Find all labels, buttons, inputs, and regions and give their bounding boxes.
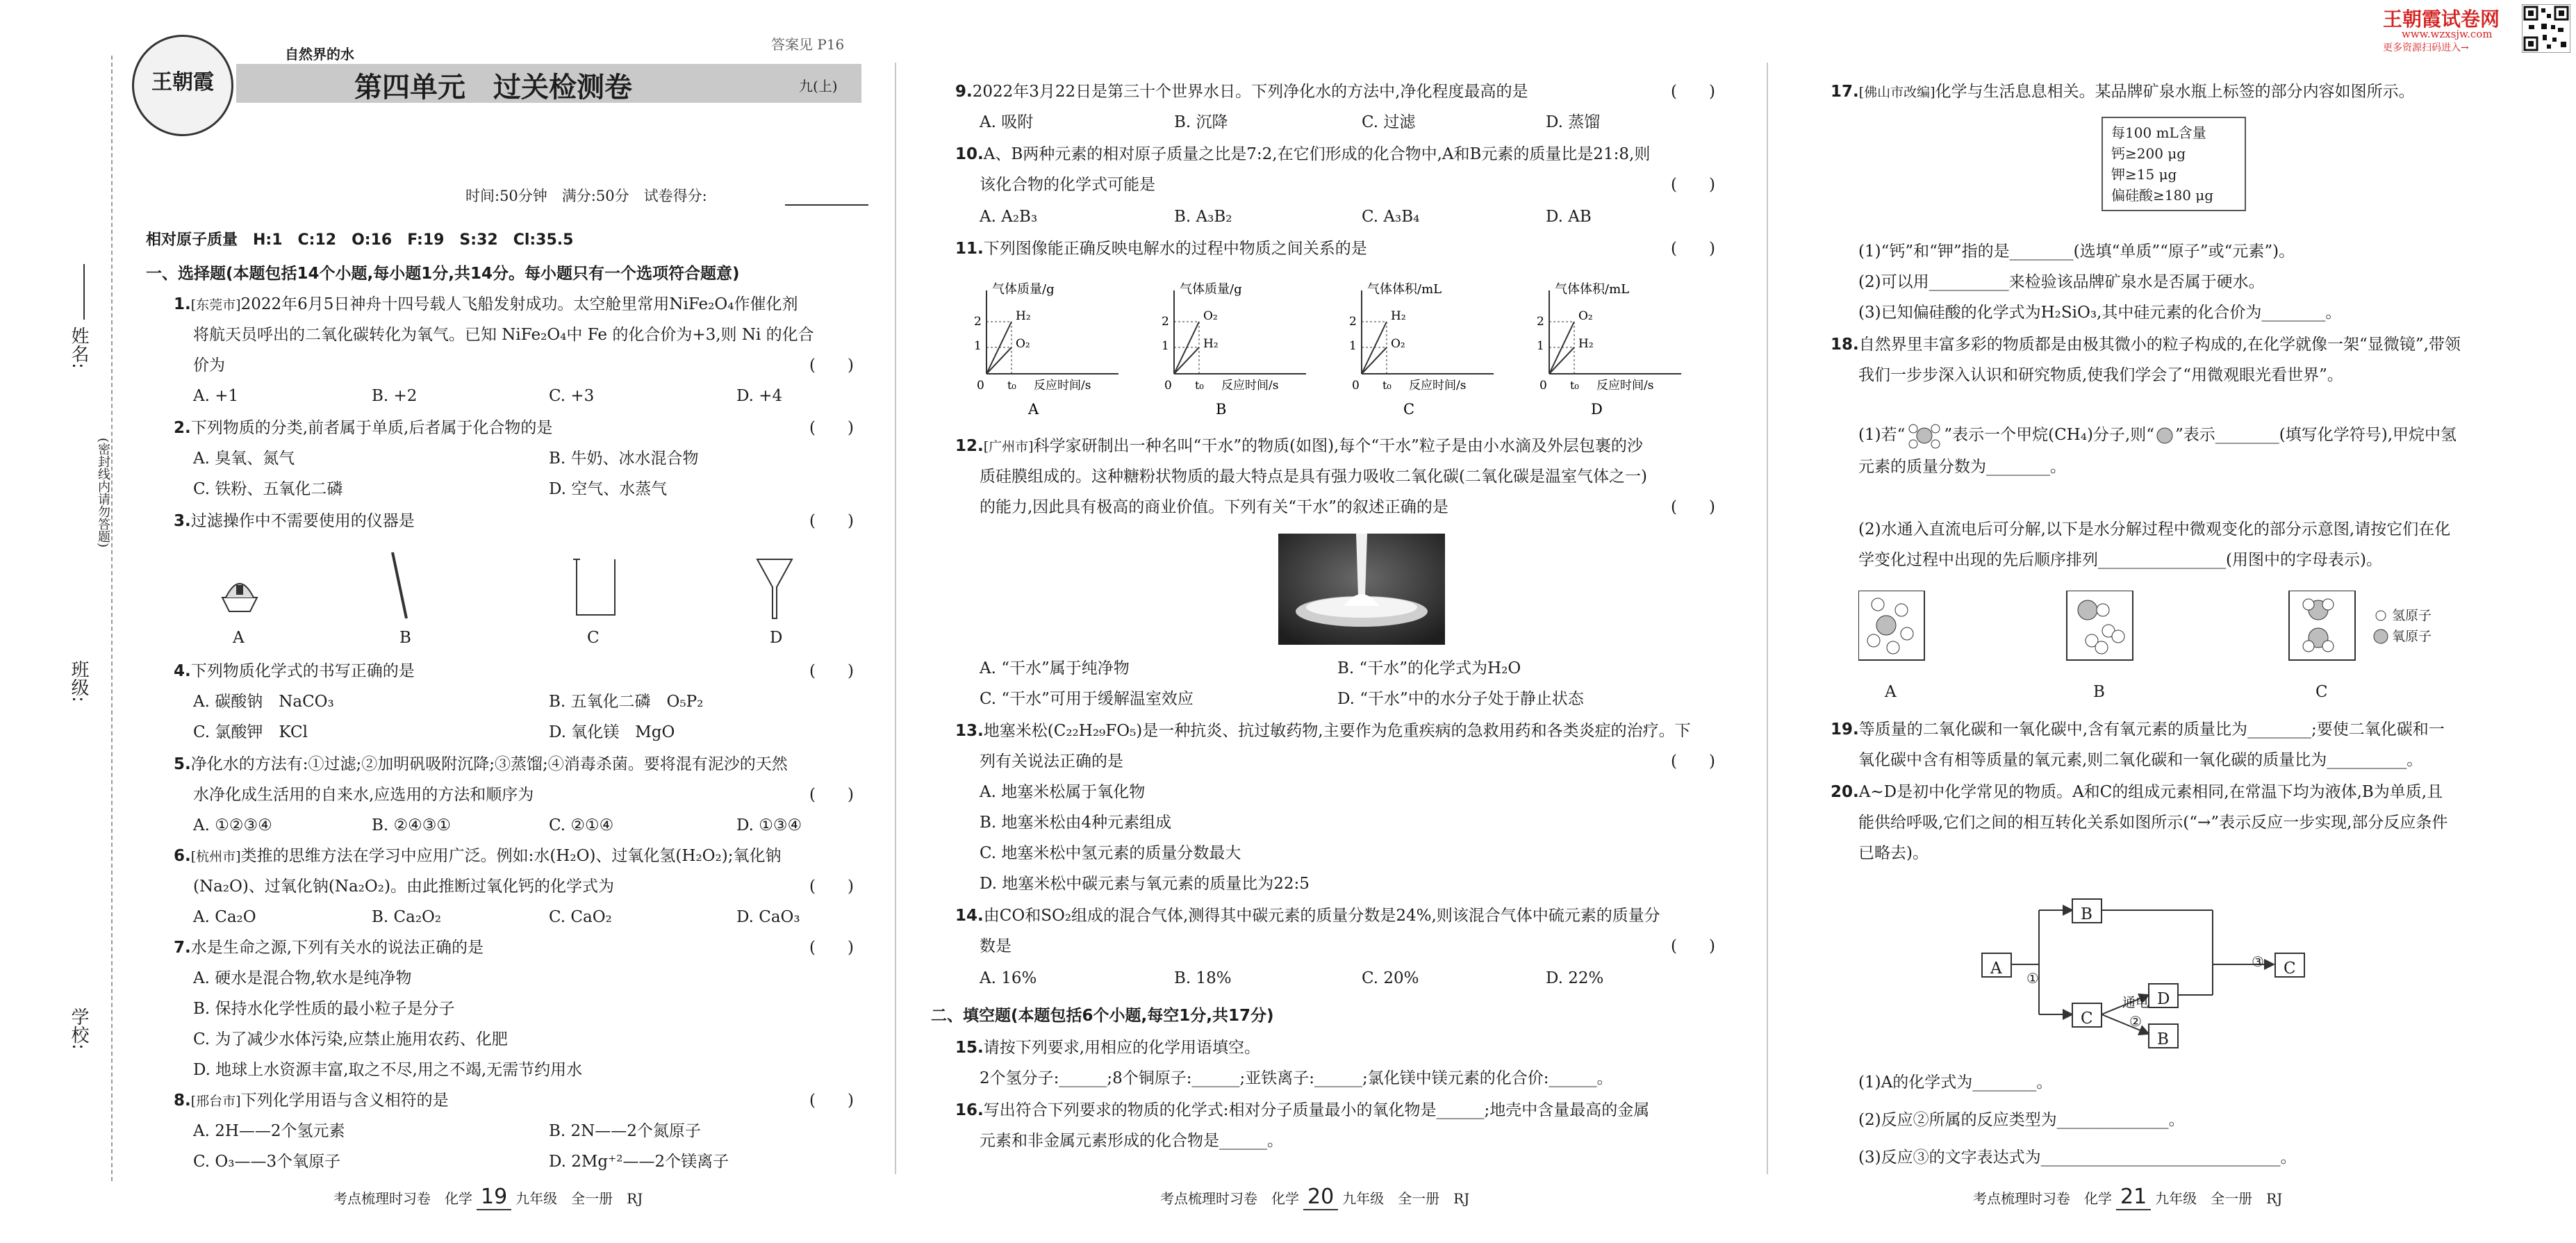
q11-text: 11.下列图像能正确反映电解水的过程中物质之间关系的是	[955, 240, 1367, 258]
t0-label: t₀	[1195, 379, 1204, 392]
q6-option-c: C. CaO₂	[549, 908, 612, 926]
q10-option-a: A. A₂B₃	[980, 208, 1038, 226]
q2-answer-paren: ( )	[809, 419, 854, 437]
box-label-a: A	[1885, 683, 1897, 701]
q14-option-d: D. 22%	[1546, 969, 1604, 987]
q7-text: 7.水是生命之源,下列有关水的说法正确的是	[174, 939, 484, 957]
q3-option-d: D	[770, 629, 783, 647]
tick-label: 2	[1162, 315, 1169, 329]
school-label: 学校:	[68, 1007, 89, 1050]
q3-option-c: C	[587, 629, 600, 647]
q11-graphs	[973, 270, 1730, 429]
q2-text: 2.下列物质的分类,前者属于单质,后者属于化合物的是	[174, 419, 553, 437]
upper-line-label: H₂	[1016, 309, 1031, 323]
brand-scan-hint: 更多资源扫码进入→	[2383, 42, 2469, 53]
q8-option-d: D. 2Mg⁺²——2个镁离子	[549, 1153, 729, 1171]
upper-line-label: O₂	[1203, 309, 1218, 323]
upper-line-label: H₂	[1391, 309, 1406, 323]
q20-line3: 已略去)。	[1858, 844, 1929, 862]
q5-answer-paren: ( )	[809, 786, 854, 804]
page-footer: 考点梳理时习卷 化学 19 九年级 全一册 RJ	[333, 1185, 643, 1209]
legend-oxygen: 氧原子	[2392, 629, 2432, 644]
y-axis-label: 气体质量/g	[1180, 282, 1242, 297]
q1-option-d: D. +4	[736, 387, 783, 405]
q7-option-b: B. 保持水化学性质的最小粒子是分子	[193, 1000, 455, 1018]
q20-sub3: (3)反应③的文字表达式为______________________________。	[1858, 1149, 2297, 1167]
origin-label: 0	[1164, 379, 1172, 393]
tick-label: 2	[1537, 315, 1544, 329]
q17-text: 17.[佛山市改编]化学与生活息息相关。某品牌矿泉水瓶上标签的部分内容如图所示。	[1831, 83, 2415, 101]
score-blank	[785, 204, 868, 206]
tick-label: 2	[1349, 315, 1357, 329]
q2-option-c: C. 铁粉、五氧化二磷	[193, 480, 343, 498]
brand-logo-text: 王朝霞	[151, 70, 214, 94]
dry-water-photo	[1278, 534, 1445, 645]
q15-text: 15.请按下列要求,用相应的化学用语填空。	[955, 1039, 1261, 1057]
oxygen-atom-legend-icon	[2374, 629, 2388, 643]
exam-info: 时间:50分钟 满分:50分 试卷得分:	[465, 188, 707, 204]
label-line: 钙≥200 μg	[2111, 145, 2186, 162]
name-label: 姓名:	[68, 327, 89, 369]
q20-line2: 能供给呼吸,它们之间的相互转化关系如图所示(“→”表示反应一步实现,部分反应条件	[1858, 814, 2448, 832]
graph-option-label: B	[1216, 401, 1227, 418]
box-label-b: B	[2093, 683, 2105, 701]
t0-label: t₀	[1007, 379, 1016, 392]
q17-sub1: (1)“钙”和“钾”指的是________(选填“单质”“原子”或“元素”)。	[1858, 242, 2295, 261]
q4-option-b: B. 五氧化二磷 O₅P₂	[549, 693, 704, 711]
origin-label: 0	[1352, 379, 1360, 393]
atomic-mass: 相对原子质量 H:1 C:12 O:16 F:19 S:32 Cl:35.5	[146, 231, 574, 249]
q13-answer-paren: ( )	[1671, 752, 1715, 771]
x-axis-label: 反应时间/s	[1221, 379, 1279, 393]
seal-line	[111, 56, 113, 1181]
q13-option-c: C. 地塞米松中氢元素的质量分数最大	[980, 844, 1241, 862]
q2-option-a: A. 臭氧、氮气	[193, 450, 295, 468]
reaction-1-label: ①	[2026, 970, 2039, 987]
iron-stand-ring-icon	[222, 584, 257, 611]
page-footer: 考点梳理时习卷 化学 20 九年级 全一册 RJ	[1160, 1185, 1470, 1209]
node-c2: C	[2284, 960, 2296, 978]
lower-line-label: O₂	[1016, 337, 1030, 351]
q3-text: 3.过滤操作中不需要使用的仪器是	[174, 512, 415, 530]
methane-molecule-icon	[1905, 422, 1944, 450]
q3-answer-paren: ( )	[809, 512, 854, 530]
hydrogen-atom-legend-icon	[2376, 611, 2386, 620]
node-b2: B	[2157, 1030, 2169, 1048]
label-line: 偏硅酸≥180 μg	[2111, 187, 2214, 204]
q6-answer-paren: ( )	[809, 878, 854, 896]
x-axis-label: 反应时间/s	[1596, 379, 1654, 393]
x-axis-label: 反应时间/s	[1034, 379, 1091, 393]
q3-apparatus-figure	[208, 549, 834, 625]
q18-sub1-cont: 元素的质量分数为________。	[1858, 458, 2066, 476]
q13-option-b: B. 地塞米松由4种元素组成	[980, 814, 1172, 832]
page-number: 19	[477, 1185, 511, 1210]
q4-option-a: A. 碳酸钠 NaCO₃	[193, 693, 334, 711]
t0-label: t₀	[1570, 379, 1579, 392]
q14-option-a: A. 16%	[980, 969, 1037, 987]
q9-option-a: A. 吸附	[980, 113, 1034, 131]
graph-option-label: D	[1591, 401, 1603, 418]
section2-title: 二、填空题(本题包括6个小题,每空1分,共17分)	[931, 1007, 1274, 1025]
q7-answer-paren: ( )	[809, 939, 854, 957]
q7-option-c: C. 为了减少水体污染,应禁止施用农药、化肥	[193, 1030, 508, 1048]
q14-option-c: C. 20%	[1362, 969, 1419, 987]
q18-line2: 我们一步步深入认识和研究物质,使我们学会了“用微观眼光看世界”。	[1858, 366, 2343, 384]
q10-option-d: D. AB	[1546, 208, 1592, 226]
q12-line2: 质硅膜组成的。这种糖粉状物质的最大特点是具有强力吸收二氧化碳(二氧化碳是温室气体之一)	[980, 468, 1647, 486]
q10-option-c: C. A₃B₄	[1362, 208, 1420, 226]
q8-option-a: A. 2H——2个氢元素	[193, 1122, 345, 1140]
q20-sub2: (2)反应②所属的反应类型为______________。	[1858, 1111, 2185, 1129]
q12-option-b: B. “干水”的化学式为H₂O	[1337, 659, 1521, 677]
section1-title: 一、选择题(本题包括14个小题,每小题1分,共14分。每小题只有一个选项符合题意)	[146, 265, 740, 283]
q18-sub2-cont: 学变化过程中出现的先后顺序排列________________(用图中的字母表示)。	[1858, 551, 2382, 569]
node-c: C	[2081, 1010, 2093, 1028]
q1-answer-paren: ( )	[809, 356, 854, 374]
q1-option-c: C. +3	[549, 387, 595, 405]
q13-option-d: D. 地塞米松中碳元素与氧元素的质量比为22:5	[980, 875, 1310, 893]
q12-line3: 的能力,因此具有极高的商业价值。下列有关“干水”的叙述正确的是	[980, 498, 1448, 516]
tick-label: 1	[1349, 339, 1357, 353]
y-axis-label: 气体体积/mL	[1555, 282, 1630, 297]
brand-site: www.wzxsjw.com	[2402, 28, 2493, 40]
q11-answer-paren: ( )	[1671, 240, 1715, 258]
q8-answer-paren: ( )	[809, 1092, 854, 1110]
funnel-icon	[757, 559, 792, 618]
y-axis-label: 气体质量/g	[992, 282, 1055, 297]
q7-option-d: D. 地球上水资源丰富,取之不尽,用之不竭,无需节约用水	[193, 1061, 583, 1079]
q2-option-d: D. 空气、水蒸气	[549, 480, 668, 498]
class-label: 班级:	[68, 660, 89, 702]
q1-line2: 将航天员呼出的二氧化碳转化为氧气。已知 NiFe₂O₄中 Fe 的化合价为+3,则 Ni 的化合	[193, 326, 814, 344]
q1-line1: 1.[东莞市]2022年6月5日神舟十四号载人飞船发射成功。太空舱里常用NiFe₂O₄作催化剂	[174, 295, 798, 313]
tick-label: 1	[974, 339, 982, 353]
q14-answer-paren: ( )	[1671, 937, 1715, 955]
tick-label: 2	[974, 315, 982, 329]
q16-line2: 元素和非金属元素形成的化合物是______。	[980, 1132, 1283, 1150]
lower-line	[1549, 347, 1574, 374]
lower-line-label: O₂	[1391, 337, 1405, 351]
q6-option-d: D. CaO₃	[736, 908, 800, 926]
q14-line1: 14.由CO和SO₂组成的混合气体,测得其中碳元素的质量分数是24%,则该混合气体中硫元素的质量分	[955, 907, 1660, 925]
q9-option-c: C. 过滤	[1362, 113, 1416, 131]
q12-option-d: D. “干水”中的水分子处于静止状态	[1337, 690, 1584, 708]
q16-line1: 16.写出符合下列要求的物质的化学式:相对分子质量最小的氧化物是______;地壳中含量最高的金属	[955, 1101, 1650, 1119]
q6-option-b: B. Ca₂O₂	[372, 908, 442, 926]
upper-line-label: O₂	[1578, 309, 1593, 323]
box-label-c: C	[2315, 683, 2328, 701]
q12-option-a: A. “干水”属于纯净物	[980, 659, 1130, 677]
q10-option-b: B. A₃B₂	[1174, 208, 1232, 226]
q17-sub2: (2)可以用__________来检验该品牌矿泉水是否属于硬水。	[1858, 273, 2265, 291]
page-21	[1768, 0, 2576, 1243]
graph-option-label: C	[1403, 401, 1415, 418]
page-20	[896, 0, 1768, 1243]
q9-option-d: D. 蒸馏	[1546, 113, 1601, 131]
q8-text: 8.[邢台市]下列化学用语与含义相符的是	[174, 1092, 449, 1110]
lower-line-label: H₂	[1203, 337, 1219, 351]
q20-sub1: (1)A的化学式为________。	[1858, 1073, 2053, 1092]
q2-option-b: B. 牛奶、冰水混合物	[549, 450, 699, 468]
node-d: D	[2157, 990, 2170, 1008]
label-line: 每100 mL含量	[2111, 124, 2206, 141]
carbon-atom-icon	[2154, 425, 2175, 446]
q5-option-d: D. ①③④	[736, 816, 802, 834]
q18-sub2: (2)水通入直流电后可分解,以下是水分解过程中微观变化的部分示意图,请按它们在化	[1858, 520, 2451, 538]
q1-line3: 价为	[193, 356, 225, 374]
q9-option-b: B. 沉降	[1174, 113, 1228, 131]
q12-option-c: C. “干水”可用于缓解温室效应	[980, 690, 1194, 708]
q1-option-a: A. +1	[193, 387, 239, 405]
lower-line-label: H₂	[1578, 337, 1594, 351]
y-axis-label: 气体体积/mL	[1367, 282, 1442, 297]
legend-hydrogen: 氢原子	[2392, 608, 2432, 623]
q9-answer-paren: ( )	[1671, 83, 1715, 101]
q5-option-c: C. ②①④	[549, 816, 614, 834]
page-19	[0, 0, 896, 1243]
x-axis-label: 反应时间/s	[1409, 379, 1467, 393]
q20-line1: 20.A~D是初中化学常见的物质。A和C的组成元素相同,在常温下均为液体,B为单质,且	[1831, 783, 2443, 801]
qr-code-icon[interactable]	[2522, 4, 2570, 53]
brand-logo	[132, 35, 233, 136]
mineral-water-label	[2102, 117, 2246, 211]
unit-title: 第四单元 过关检测卷	[354, 72, 632, 104]
q15-blanks: 2个氢分子:______;8个铜原子:______;亚铁离子:______;氯化镁中镁元素的化合价:______。	[980, 1069, 1613, 1087]
q19-line2: 氧化碳中含有相等质量的氧元素,则二氧化碳和一氧化碳的质量比为__________。	[1858, 751, 2423, 769]
beaker-icon	[573, 559, 615, 615]
grade-tag: 九(上)	[799, 78, 838, 94]
lower-line	[986, 347, 1012, 374]
node-b: B	[2081, 905, 2092, 923]
chapter-label: 自然界的水	[285, 46, 354, 63]
q6-line2: (Na₂O)、过氧化钠(Na₂O₂)。由此推断过氧化钙的化学式为	[193, 878, 614, 896]
glass-rod-icon	[393, 552, 406, 618]
q12-answer-paren: ( )	[1671, 498, 1715, 516]
q10-line1: 10.A、B两种元素的相对原子质量之比是7:2,在它们形成的化合物中,A和B元素的质量比是21:8,则	[955, 145, 1651, 163]
t0-label: t₀	[1382, 379, 1392, 392]
q5-line1: 5.净化水的方法有:①过滤;②加明矾吸附沉降;③蒸馏;④消毒杀菌。要将混有泥沙的天然	[174, 755, 788, 773]
q5-line2: 水净化成生活用的自来水,应选用的方法和顺序为	[193, 786, 534, 804]
q6-line1: 6.[杭州市]类推的思维方法在学习中应用广泛。例如:水(H₂O)、过氧化氢(H₂O₂);氧化钠	[174, 847, 782, 865]
seal-note: (密封线内请勿答题)	[96, 438, 110, 548]
lower-line	[1362, 347, 1387, 374]
q13-option-a: A. 地塞米松属于氧化物	[980, 783, 1146, 801]
label-line: 钾≥15 μg	[2111, 166, 2177, 183]
q18-line1: 18.自然界里丰富多彩的物质都是由极其微小的粒子构成的,在化学就像一架“显微镜”,带领	[1831, 336, 2461, 354]
q5-option-a: A. ①②③④	[193, 816, 272, 834]
q8-option-c: C. O₃——3个氧原子	[193, 1153, 341, 1171]
q10-answer-paren: ( )	[1671, 176, 1715, 194]
q8-option-b: B. 2N——2个氮原子	[549, 1122, 701, 1140]
q10-line2: 该化合物的化学式可能是	[980, 176, 1155, 194]
q7-option-a: A. 硬水是混合物,软水是纯净物	[193, 969, 412, 987]
q13-line2: 列有关说法正确的是	[980, 752, 1123, 771]
water-decomposition-boxes	[1858, 591, 2553, 667]
q6-option-a: A. Ca₂O	[193, 908, 256, 926]
q12-line1: 12.[广州市]科学家研制出一种名叫“干水”的物质(如图),每个“干水”粒子是由小水滴及外层包裹的沙	[955, 437, 1643, 455]
tick-label: 1	[1537, 339, 1544, 353]
q19-line1: 19.等质量的二氧化碳和一氧化碳中,含有氧元素的质量比为________;要使二氧化碳和一	[1831, 721, 2445, 739]
q1-option-b: B. +2	[372, 387, 418, 405]
q14-option-b: B. 18%	[1174, 969, 1232, 987]
brand-watermark: 王朝霞试卷网	[2383, 8, 2500, 31]
q13-line1: 13.地塞米松(C₂₂H₂₉FO₅)是一种抗炎、抗过敏药物,主要作为危重疾病的急救用药和各类炎症的治疗。下	[955, 722, 1691, 740]
q18-sub1: (1)若“ ”表示一个甲烷(CH₄)分子,则“ ”表示________(填写化学符号),甲烷中氢	[1858, 420, 2457, 450]
answer-ref: 答案见 P16	[771, 36, 845, 53]
tick-label: 1	[1162, 339, 1169, 353]
q5-option-b: B. ②④③①	[372, 816, 452, 834]
page-footer: 考点梳理时习卷 化学 21 九年级 全一册 RJ	[1973, 1185, 2283, 1209]
electrolysis-condition: 通电	[2122, 995, 2149, 1010]
q9-text: 9.2022年3月22日是第三十个世界水日。下列净化水的方法中,净化程度最高的是	[955, 83, 1528, 101]
name-line	[83, 264, 85, 320]
page-number: 21	[2116, 1185, 2151, 1210]
q4-text: 4.下列物质化学式的书写正确的是	[174, 662, 415, 680]
page-number: 20	[1303, 1185, 1338, 1210]
reaction-2-label: ②	[2129, 1013, 2142, 1030]
q4-option-c: C. 氯酸钾 KCl	[193, 723, 308, 741]
reaction-3-label: ③	[2252, 953, 2264, 970]
q4-answer-paren: ( )	[809, 662, 854, 680]
q17-sub3: (3)已知偏硅酸的化学式为H₂SiO₃,其中硅元素的化合价为________。	[1858, 304, 2342, 322]
origin-label: 0	[977, 379, 984, 393]
q4-option-d: D. 氧化镁 MgO	[549, 723, 675, 741]
graph-option-label: A	[1028, 401, 1039, 418]
origin-label: 0	[1539, 379, 1547, 393]
node-a: A	[1990, 960, 2002, 978]
q3-option-a: A	[233, 629, 245, 647]
q3-option-b: B	[399, 629, 411, 647]
lower-line	[1174, 347, 1199, 374]
q14-line2: 数是	[980, 937, 1012, 955]
